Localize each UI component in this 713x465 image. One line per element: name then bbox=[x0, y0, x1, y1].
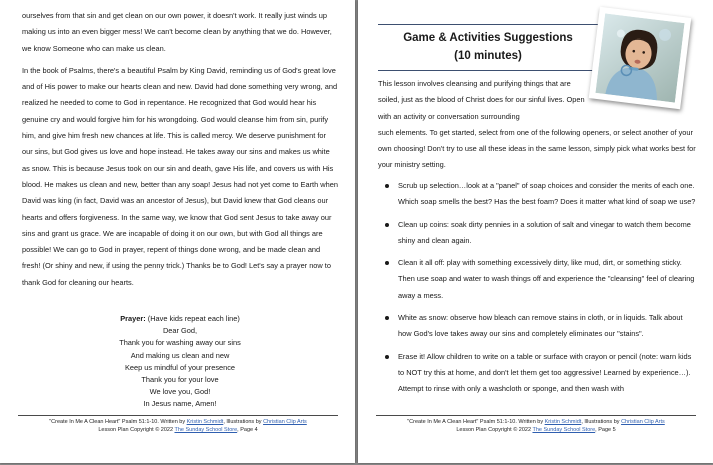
paragraph: In the book of Psalms, there's a beautiful Psalm by King David, reminding us of God's great love and of His power to make our hearts clean and new. David had done something very wrong, and realized he needed to come to God in repentance. He recognized that God would hear his genuine cry and would forgive him for his wrongdoing. God would cleanse him from sin, purify him, and give him fresh new chances at life. This is called mercy. We deserve punishment for our sins, but God gives us love and hope instead. He takes away our sins and makes us white as snow. This is because Jesus took on our sin and death, gave His life, and covers us with His blood. He makes us clean and new, better than any soap! Jesus had not yet come to Earth when David was king (in fact, David was an ancestor of Jesus), but David knew that God cleans our hearts and offers forgiveness. In the same way, we know that God sent Jesus to take away our sins and grant us grace. We are incapable of doing it on our own, but with God all things are possible! We can go to God in prayer, repent of things done wrong, and be made clean and fresh! (Or shiny and new, if using the penny trick.) Thanks be to God! Let's say a prayer now to thank God for cleaning our hearts. bbox=[22, 65, 338, 287]
list-item: Erase it! Allow children to write on a table or surface with crayon or pencil (note: warn kids to NOT try this at home, and don't let them get too aggressive! Learned by experience…). Attempt to rinse with only a washcloth or sponge, and then wash with bbox=[378, 349, 698, 398]
title-rule-top bbox=[378, 24, 598, 25]
prayer-line: And making us clean and new bbox=[130, 350, 230, 360]
prayer-line: We love you, God! bbox=[149, 387, 211, 397]
paragraph: ourselves from that sin and get clean on our own power, it doesn't work. It really just winds up making us into an even bigger mess! We can't become clean by anything that we do. However, we know Someone who can make us clean. bbox=[22, 11, 332, 53]
page-5 bbox=[358, 0, 713, 463]
footer-divider bbox=[376, 415, 696, 416]
illustrator-link[interactable]: Christian Clip Arts bbox=[621, 419, 665, 425]
prayer-line: Dear God, bbox=[162, 326, 198, 336]
intro-paragraph-narrow: This lesson involves cleansing and purifying things that are soiled, just as the blood of Christ does for our sinful lives. Open with an activity or conversation surrounding bbox=[378, 79, 585, 121]
lesson-text bbox=[22, 8, 338, 297]
page-footer: "Create In Me A Clean Heart" Psalm 51:1-10. Written by Kristin Schmidt, Illustrations by Christian Clip Arts Lesson Plan Copyright © 2022 The Sunday School Store, Page 4 bbox=[49, 419, 307, 433]
store-link[interactable]: The Sunday School Store bbox=[532, 427, 596, 433]
prayer-line: In Jesus name, Amen! bbox=[143, 399, 217, 409]
bullet-icon bbox=[385, 184, 389, 188]
page-4 bbox=[0, 0, 355, 463]
bullet-icon bbox=[385, 223, 389, 227]
list-item: Clean it all off: play with something excessively dirty, like mud, dirt, or something sticky. Then use soap and water to wash things off and experience the "cleansing" feel of clearing away a mess. bbox=[378, 255, 698, 304]
prayer-line: Keep us mindful of your presence bbox=[124, 362, 236, 372]
section-title: Game & Activities Suggestions (10 minutes) bbox=[403, 32, 573, 62]
list-item: White as snow: observe how bleach can remove stains in cloth, or in liquids. Talk about how God's love takes away our sins and completely eliminates our "stains". bbox=[378, 310, 698, 343]
prayer-line: Thank you for washing away our sins bbox=[119, 338, 241, 348]
page-footer: "Create In Me A Clean Heart" Psalm 51:1-10. Written by Kristin Schmidt, Illustrations by Christian Clip Arts Lesson Plan Copyright © 2022 The Sunday School Store, Page 5 bbox=[407, 419, 665, 433]
footer-divider bbox=[18, 415, 338, 416]
illustrator-link[interactable]: Christian Clip Arts bbox=[263, 419, 307, 425]
store-link[interactable]: The Sunday School Store bbox=[174, 427, 238, 433]
title-rule-bottom bbox=[378, 70, 598, 71]
author-link[interactable]: Kristin Schmidt bbox=[544, 419, 582, 425]
bullet-icon bbox=[385, 261, 389, 265]
list-item: Scrub up selection…look at a "panel" of soap choices and consider the merits of each one. Which soap smells the best? Has the best foam? Does it matter what kind of soap we use? bbox=[378, 178, 698, 211]
bullet-icon bbox=[385, 355, 389, 359]
prayer-block bbox=[22, 313, 338, 411]
prayer-instruction: (Have kids repeat each line) bbox=[145, 314, 240, 323]
prayer-label: Prayer: bbox=[120, 314, 146, 323]
author-link[interactable]: Kristin Schmidt bbox=[186, 419, 224, 425]
activity-list bbox=[378, 178, 698, 404]
intro-paragraph-wide: such elements. To get started, select from one of the following openers, or select another of your own choosing! Don't try to use all these ideas in the same lesson, simply pick what works best for your ministry setting. bbox=[378, 127, 696, 170]
intro-text bbox=[378, 76, 698, 174]
list-item: Clean up coins: soak dirty pennies in a solution of salt and vinegar to watch them become shiny and clean again. bbox=[378, 217, 698, 250]
prayer-line: Thank you for your love bbox=[141, 375, 219, 385]
bullet-icon bbox=[385, 316, 389, 320]
